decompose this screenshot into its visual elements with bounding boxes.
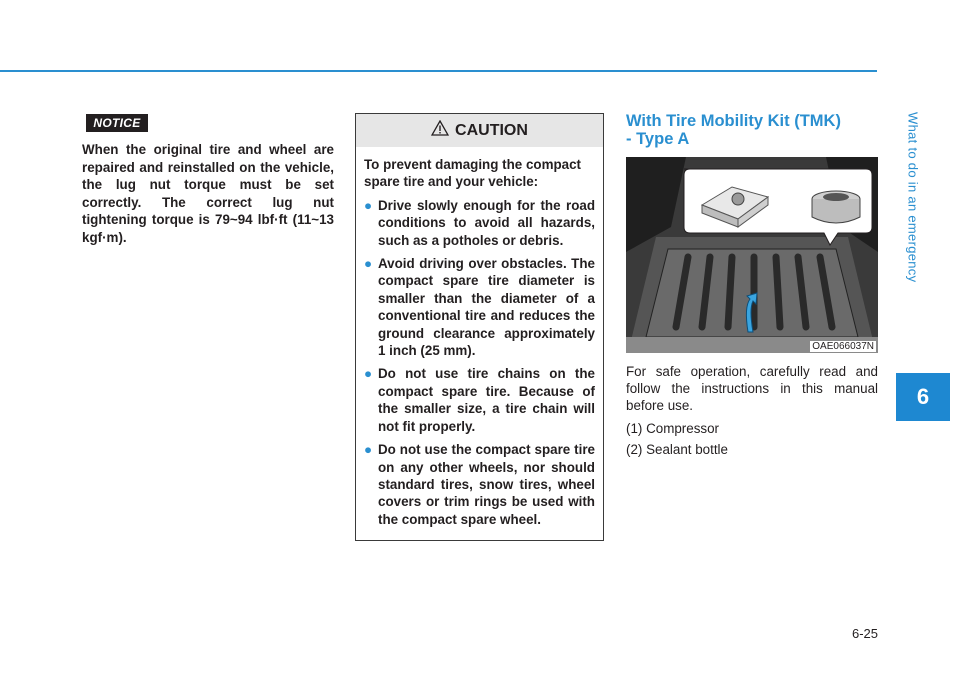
caution-box: [355, 113, 604, 541]
chapter-side-label-text: What to do in an emergency: [905, 112, 921, 283]
caution-title: CAUTION: [455, 121, 528, 139]
page-number: 6-25: [851, 626, 878, 641]
bullet-icon: ●: [364, 442, 373, 458]
caution-list-item: ● Do not use tire chains on the compact spare tire. Because of the smaller size, a tire chain will not fit properly.: [364, 366, 595, 434]
caution-list-item: ● Drive slowly enough for the road conditions to avoid all hazards, such as a potholes or debris.: [364, 197, 595, 248]
bullet-icon: ●: [364, 256, 373, 272]
chapter-tab: 6: [896, 373, 950, 421]
tmk-item-compressor: (1) Compressor: [626, 421, 720, 436]
tmk-paragraph: For safe operation, carefully read and follow the instructions in this manual before use.: [626, 364, 878, 413]
notice-badge: NOTICE: [86, 114, 148, 132]
sealant-bottle-icon: [812, 191, 860, 223]
caution-intro: To prevent damaging the compact spare tire and your vehicle:: [364, 157, 582, 190]
bullet-icon: ●: [364, 366, 373, 382]
header-rule: [0, 70, 877, 72]
caution-list: [364, 197, 595, 528]
tmk-body: [626, 363, 878, 462]
bullet-icon: ●: [364, 197, 373, 213]
warning-triangle-icon: [431, 120, 449, 141]
section-title-line1: With Tire Mobility Kit (TMK): [626, 112, 841, 130]
chapter-side-label: [888, 30, 938, 365]
figure-code: OAE066037N: [812, 341, 874, 352]
caution-header: [356, 114, 603, 147]
notice-text: When the original tire and wheel are repaired and reinstalled on the vehicle, the lug nut torque must be set correctly. The correct lug nut tightening torque is 79~94 lbf·ft (11~13 kgf·m).: [82, 142, 334, 245]
caution-body: [356, 147, 603, 528]
caution-list-item: ● Do not use the compact spare tire on any other wheels, nor should standard tires, snow tires, wheel covers or trim rings be used with the compact spare wheel.: [364, 442, 595, 527]
trunk-illustration: [626, 157, 878, 353]
tmk-item-sealant: (2) Sealant bottle: [626, 442, 728, 457]
section-title: [626, 112, 878, 148]
trunk-tmk-figure: [626, 157, 878, 353]
caution-list-item: ● Avoid driving over obstacles. The compact spare tire diameter is smaller than the diameter of a conventional tire and reduces the ground clearance approximately 1 inch (25 mm).: [364, 256, 595, 359]
section-title-line2: - Type A: [626, 130, 690, 148]
